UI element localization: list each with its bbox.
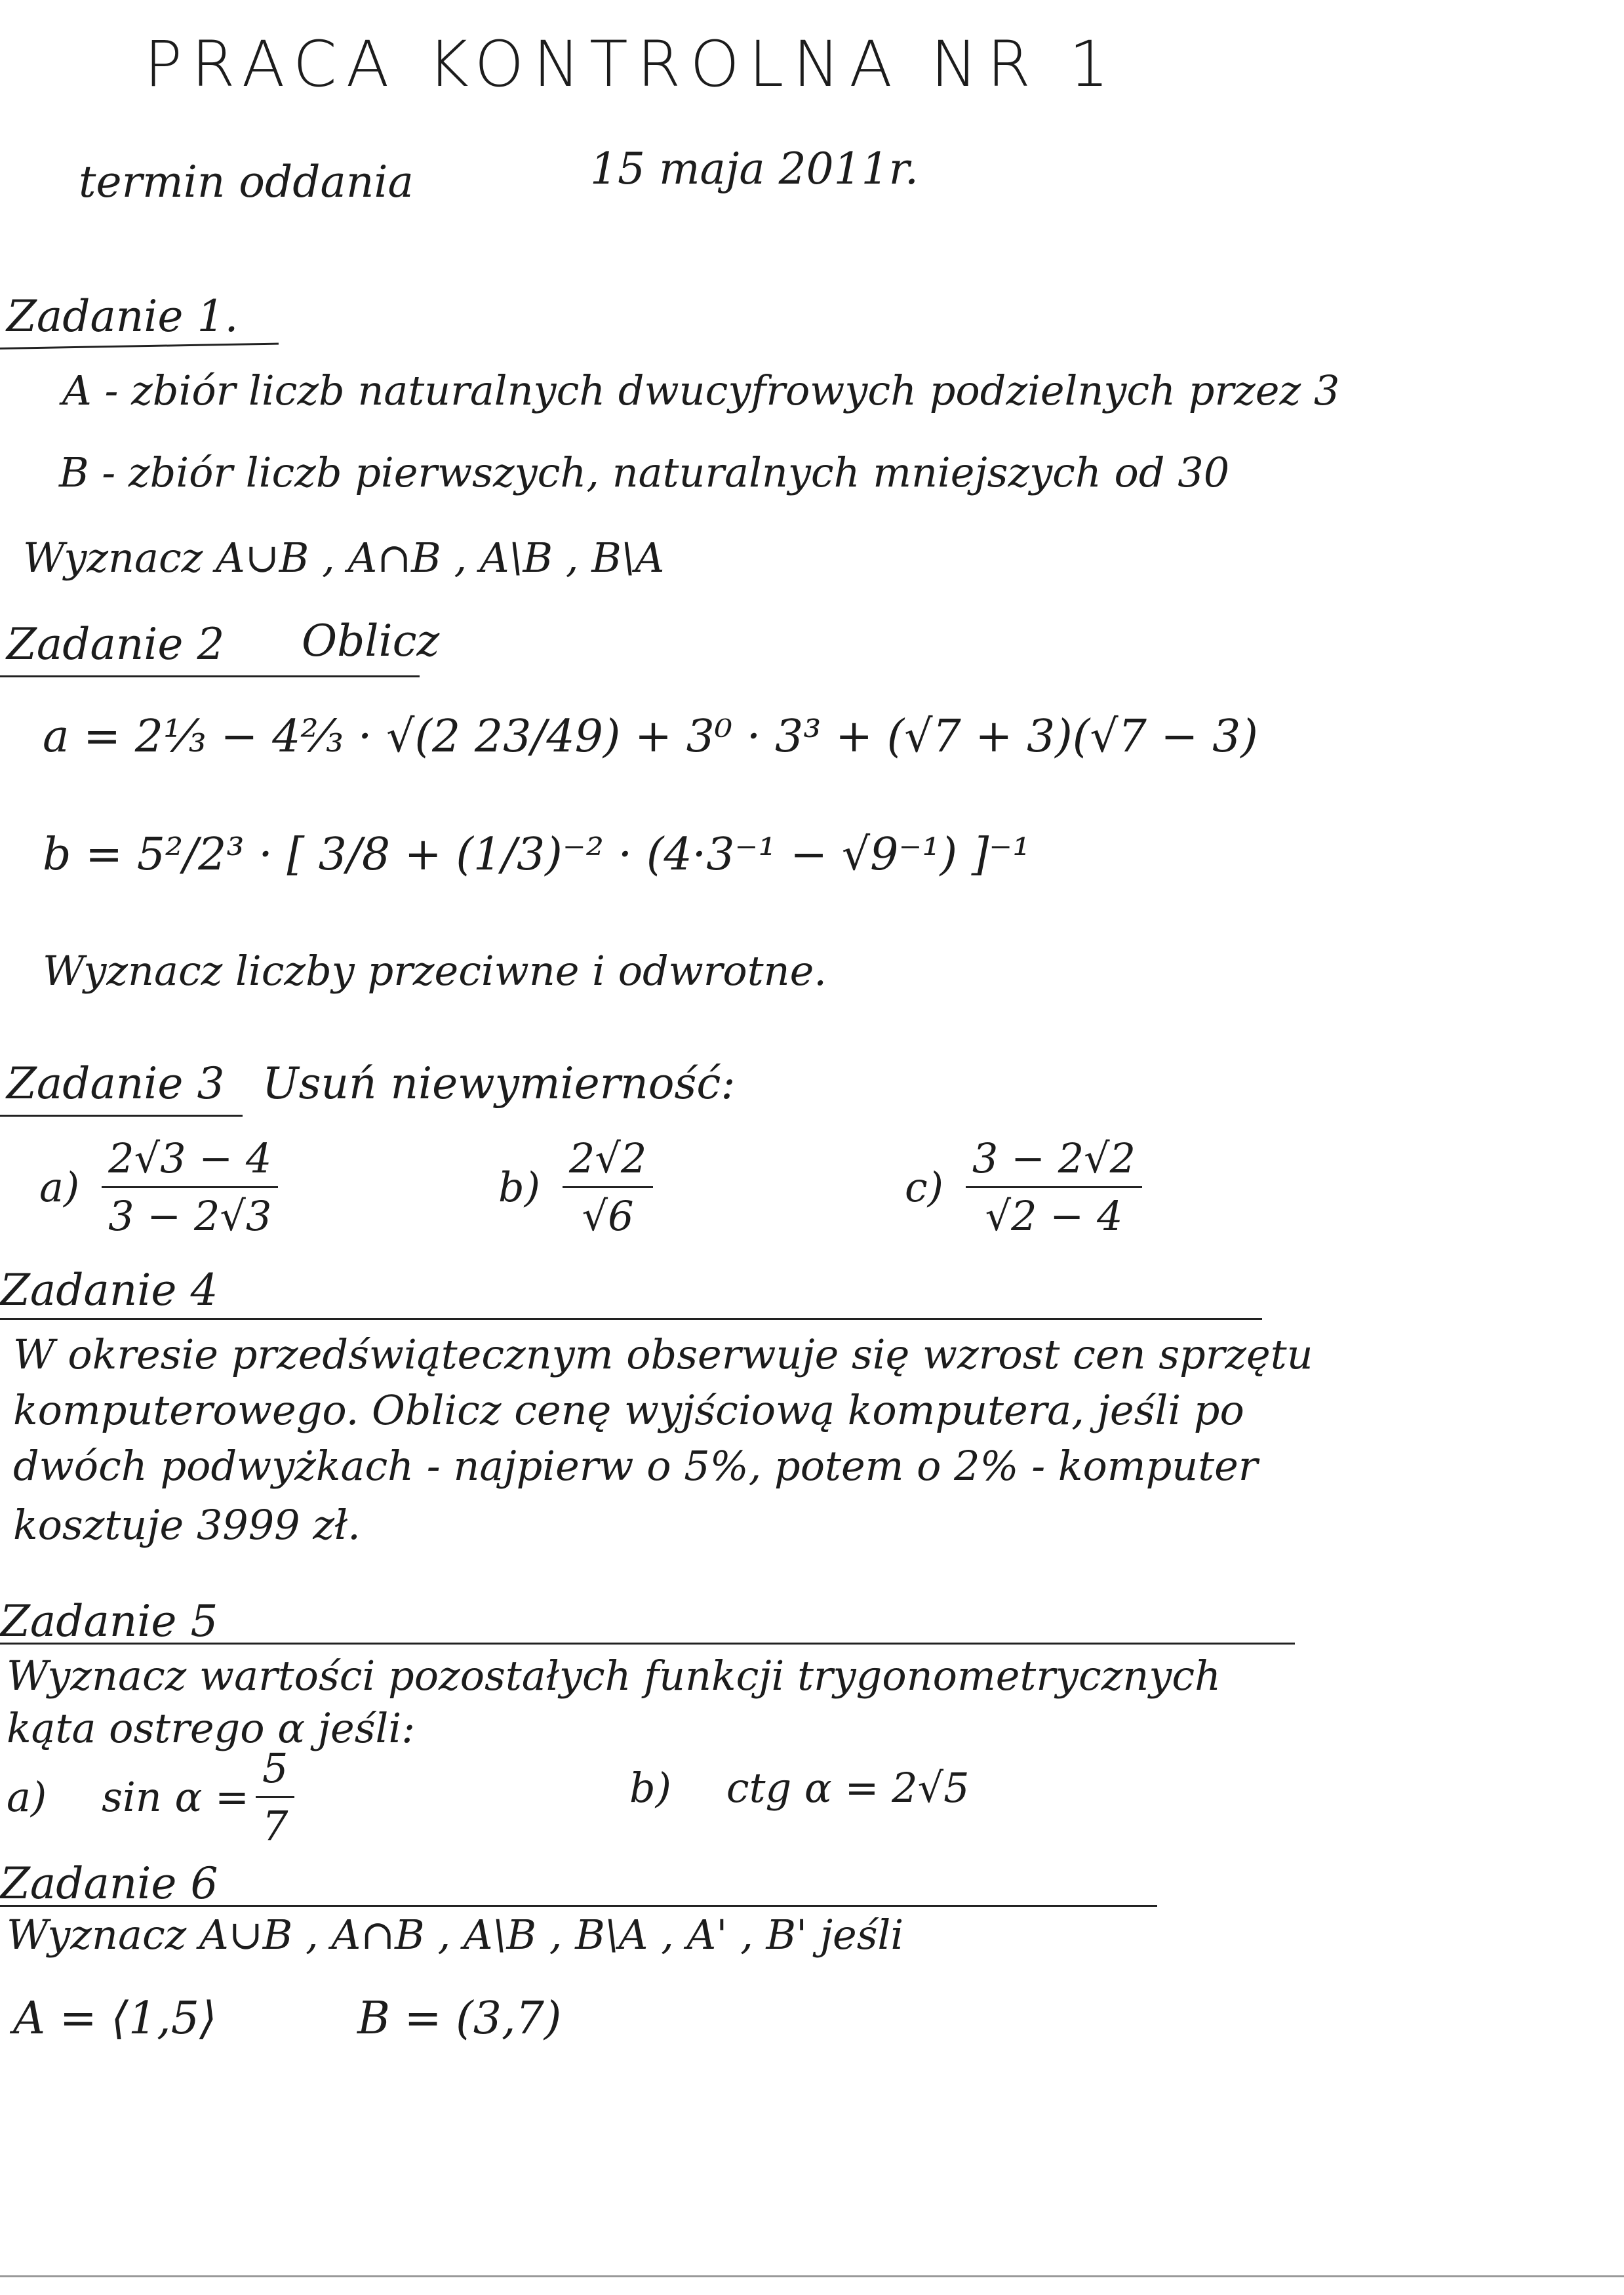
task6-set-b: B = (3,7): [357, 1993, 562, 2045]
task5-line-2: kąta ostrego α jeśli:: [7, 1704, 416, 1752]
task5-heading: Zadanie 5: [0, 1596, 218, 1646]
task4-heading: Zadanie 4: [0, 1265, 218, 1315]
task2-expression-a: a = 2⅓ − 4⅔ · √(2 23/49) + 3⁰ · 3³ + (√7 + 3)(√7 − 3): [43, 711, 1258, 763]
task2-expression-b: b = 5²/2³ · [ 3/8 + (1/3)⁻² · (4·3⁻¹ − √9⁻¹) ]⁻¹: [43, 829, 1031, 881]
task5-item-b-expression: ctg α = 2√5: [726, 1764, 970, 1812]
fraction-numerator: 2√3 − 4: [102, 1134, 278, 1188]
task1-underline: [0, 343, 279, 349]
task4-line-2: komputerowego. Oblicz cenę wyjściową komputera, jeśli po: [13, 1386, 1244, 1434]
task4-line-1: W okresie przedświątecznym obserwuje się wzrost cen sprzętu: [13, 1330, 1313, 1378]
task5-item-a-left: sin α =: [102, 1773, 249, 1821]
task3-item-a-label: a): [39, 1163, 80, 1211]
task5-item-b: [629, 1764, 970, 1812]
task3-item-b-label: b): [498, 1163, 540, 1211]
deadline-date: 15 maja 2011r.: [590, 144, 919, 194]
task5-item-b-label: b): [629, 1764, 671, 1812]
page-title: PRACA KONTROLNA NR 1: [144, 28, 1119, 101]
task5-line-1: Wyznacz wartości pozostałych funkcji trygonometrycznych: [7, 1652, 1221, 1700]
task6-set-a: A = ⟨1,5⟩: [13, 1993, 217, 2045]
page-bottom-edge: [0, 2275, 1624, 2277]
task3-instruction: Usuń niewymierność:: [262, 1058, 736, 1109]
deadline-label: termin oddania: [79, 157, 414, 207]
task2-underline: [0, 675, 420, 677]
task6-instruction: Wyznacz A∪B , A∩B , A\B , B\A , A' , B' jeśli: [7, 1911, 904, 1959]
task5-item-a: [7, 1744, 301, 1850]
fraction-denominator: 3 − 2√3: [108, 1192, 272, 1240]
task4-line-4: kosztuje 3999 zł.: [13, 1501, 361, 1549]
task3-item-a: [39, 1134, 285, 1240]
task3-item-b: [498, 1134, 660, 1240]
task1-set-a: A - zbiór liczb naturalnych dwucyfrowych podzielnych przez 3: [62, 367, 1340, 414]
task3-item-a-fraction: [102, 1134, 278, 1240]
task3-item-c-fraction: [966, 1134, 1142, 1240]
task3-item-c: [905, 1134, 1149, 1240]
task6-heading: Zadanie 6: [0, 1858, 218, 1909]
fraction-numerator: 5: [256, 1744, 294, 1798]
task2-follow-up: Wyznacz liczby przeciwne i odwrotne.: [43, 947, 827, 995]
task2-instruction: Oblicz: [302, 616, 440, 666]
task1-heading: Zadanie 1.: [7, 291, 239, 342]
task4-line-3: dwóch podwyżkach - najpierw o 5%, potem o 2% - komputer: [13, 1442, 1258, 1490]
fraction-denominator: √2 − 4: [985, 1192, 1123, 1240]
task3-heading: Zadanie 3: [7, 1058, 225, 1109]
fraction-denominator: 7: [262, 1802, 288, 1850]
task3-underline: [0, 1115, 243, 1117]
task4-underline: [0, 1318, 1262, 1320]
fraction-denominator: √6: [582, 1192, 634, 1240]
task3-item-c-label: c): [905, 1163, 943, 1211]
fraction-numerator: 2√2: [563, 1134, 653, 1188]
task1-instruction: Wyznacz A∪B , A∩B , A\B , B\A: [23, 534, 665, 582]
task6-underline: [0, 1905, 1157, 1907]
task5-underline: [0, 1643, 1295, 1645]
fraction-numerator: 3 − 2√2: [966, 1134, 1142, 1188]
task3-item-b-fraction: [563, 1134, 653, 1240]
task2-heading: Zadanie 2: [7, 619, 225, 669]
task5-item-a-label: a): [7, 1773, 47, 1821]
task5-item-a-fraction: [256, 1744, 294, 1850]
task1-set-b: B - zbiór liczb pierwszych, naturalnych mniejszych od 30: [59, 449, 1230, 496]
